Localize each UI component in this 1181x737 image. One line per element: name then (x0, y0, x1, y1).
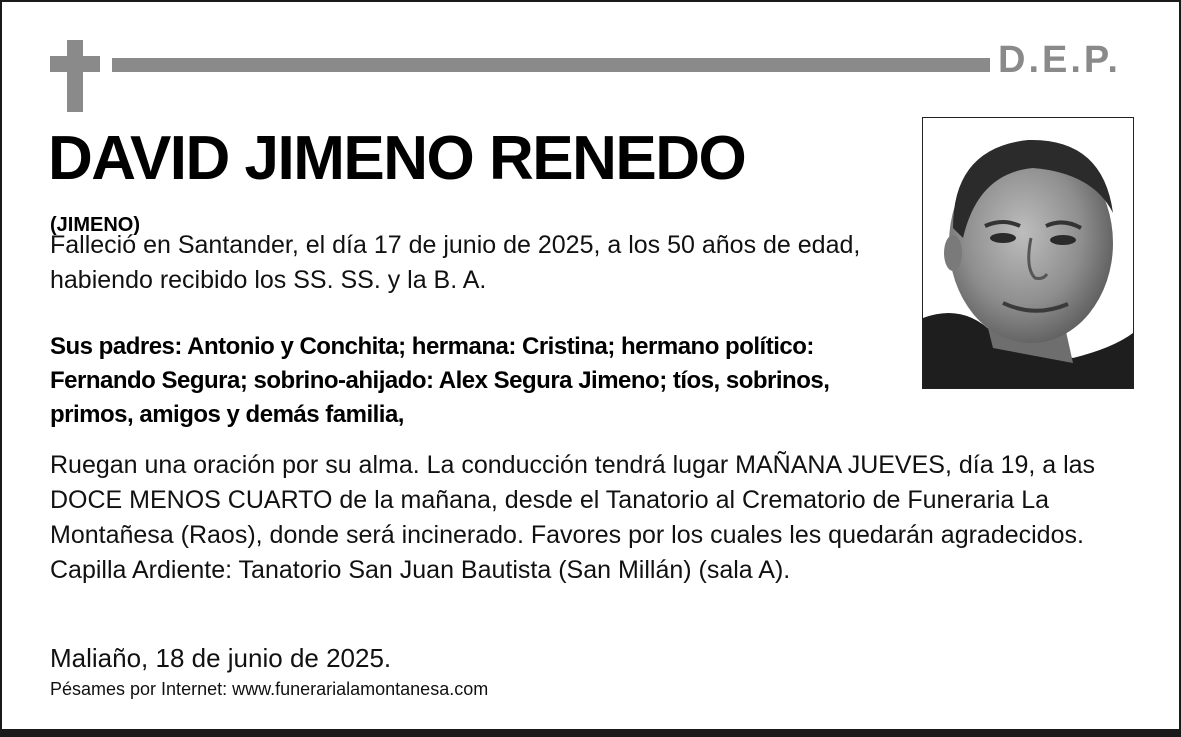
dep-label: D.E.P. (998, 39, 1121, 81)
portrait-photo (922, 117, 1134, 389)
header-rule (112, 58, 990, 72)
latin-cross-icon (67, 40, 83, 112)
family-list: Sus padres: Antonio y Conchita; hermana: Cristina; hermano político: Fernando Segura; sobrino-ahijado: Alex Segura Jimeno; tíos, sobrinos, primos, amigos y demás familia, (50, 333, 830, 428)
place-date: Maliaño, 18 de junio de 2025. (50, 643, 392, 673)
condolences-web: Pésames por Internet: www.funerarialamontanesa.com (50, 679, 489, 699)
portrait-image (923, 118, 1133, 388)
deceased-alias: (JIMENO) (50, 214, 140, 236)
death-notice: Falleció en Santander, el día 17 de junio de 2025, a los 50 años de edad, habiendo recibido los SS. SS. y la B. A. (50, 231, 861, 294)
ceremony-details: Ruegan una oración por su alma. La conducción tendrá lugar MAÑANA JUEVES, día 19, a las DOCE MENOS CUARTO de la mañana, desde el Tanatorio al Crematorio de Funeraria La Montañesa (Raos), donde será incinerado. Favores por los cuales les quedarán agradecidos. Capilla Ardiente: Tanatorio San Juan Bautista (San Millán) (sala A). (50, 451, 1096, 584)
deceased-name: DAVID JIMENO RENEDO (48, 124, 746, 193)
latin-cross-icon-bar (50, 56, 100, 72)
